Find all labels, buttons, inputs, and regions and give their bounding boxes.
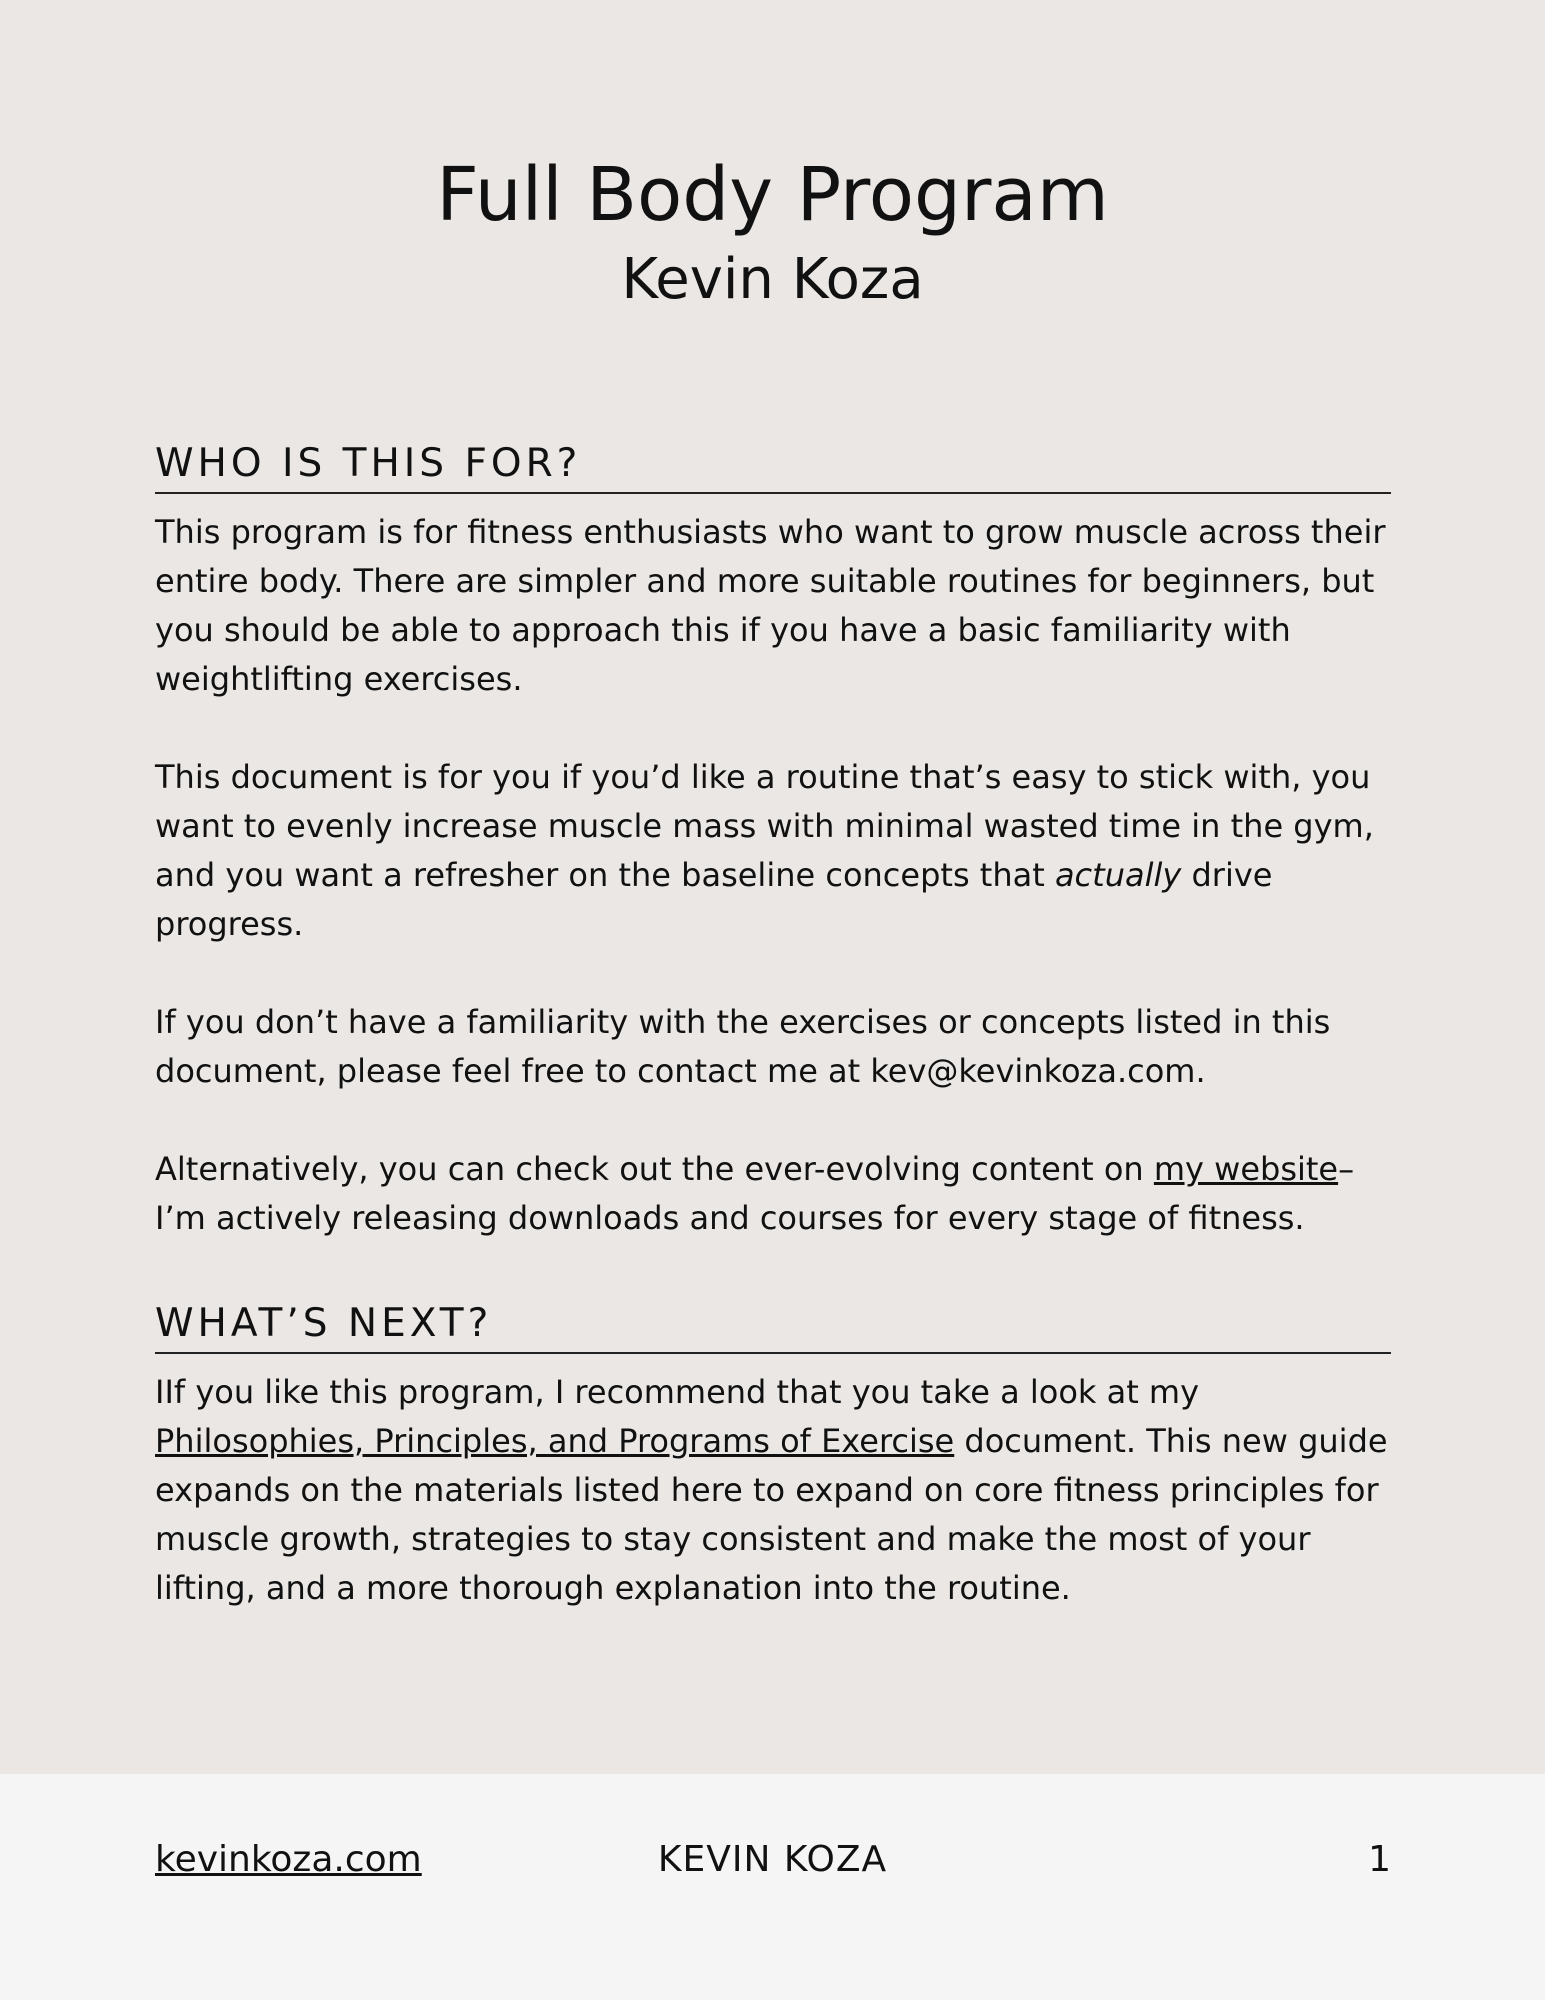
who-paragraph-4-text-end: –I’m actively releasing downloads and courses for every stage of fitness.	[155, 1150, 1355, 1237]
philosophies-document-link[interactable]: Philosophies, Principles, and Programs of Exercise	[155, 1422, 955, 1460]
who-is-this-for-section	[155, 440, 1391, 1243]
who-paragraph-2-text-start: This document is for you if you’d like a routine that’s easy to stick with, you want to evenly increase muscle mass with minimal wasted time in the gym, and you want a refresher on the baseline concepts that	[155, 758, 1374, 894]
page-number: 1	[1368, 1839, 1391, 1880]
whats-next-heading: WHAT’S NEXT?	[155, 1300, 1391, 1354]
author-name: Kevin Koza	[621, 247, 924, 312]
who-paragraph-2	[155, 753, 1391, 949]
who-paragraph-4	[155, 1145, 1391, 1243]
who-is-this-for-heading: WHO IS THIS FOR?	[155, 440, 1391, 494]
footer-website-link[interactable]: kevinkoza.com	[155, 1839, 422, 1880]
who-paragraph-3: If you don’t have a familiarity with the exercises or concepts listed in this document, please feel free to contact me at kev@kevinkoza.com.	[155, 1003, 1331, 1090]
footer-brand-name: KEVIN KOZA	[657, 1839, 888, 1880]
whats-next-text-start: IIf you like this program, I recommend that you take a look at my	[155, 1373, 1200, 1411]
my-website-link[interactable]: my website	[1153, 1150, 1339, 1188]
who-paragraph-4-text-start: Alternatively, you can check out the ever-evolving content on	[155, 1150, 1154, 1188]
page-footer	[0, 1774, 1545, 2000]
page-title: Full Body Program	[436, 152, 1109, 238]
who-paragraph-2-text-end: drive progress.	[155, 856, 1273, 943]
whats-next-section	[155, 1300, 1391, 1613]
whats-next-text-end: document. This new guide expands on the materials listed here to expand on core fitness principles for muscle growth, strategies to stay consistent and make the most of your lifting, and a more thorough explanation into the routine.	[155, 1422, 1388, 1607]
whats-next-paragraph	[155, 1368, 1391, 1613]
emphasis-actually: actually	[1054, 856, 1182, 894]
who-paragraph-1: This program is for fitness enthusiasts who want to grow muscle across their entire body. There are simpler and more suitable routines for beginners, but you should be able to approach this if you have a basic familiarity with weightlifting exercises.	[155, 513, 1386, 698]
